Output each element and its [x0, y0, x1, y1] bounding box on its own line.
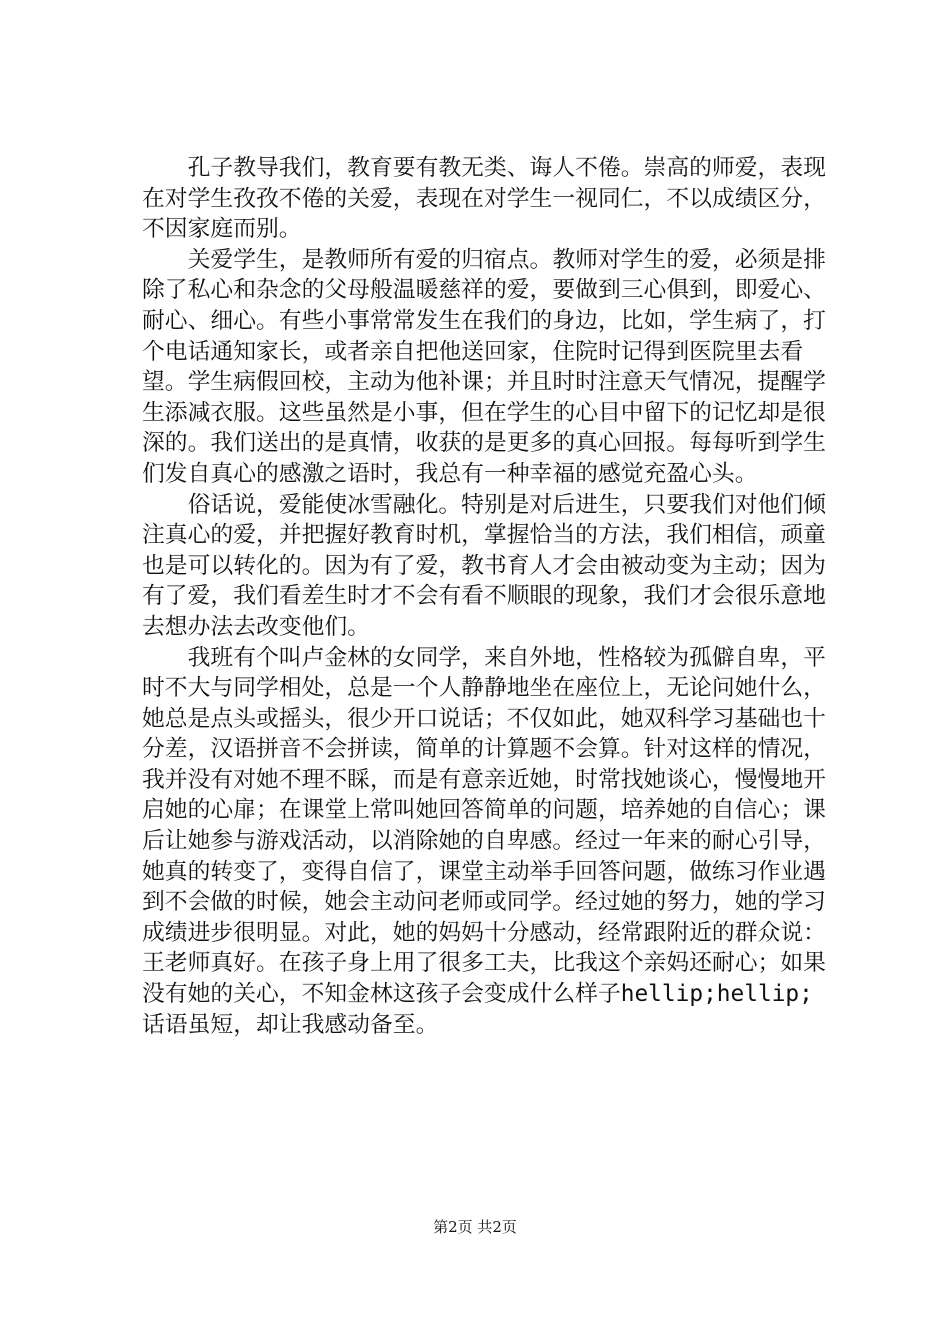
document-body [142, 153, 832, 1040]
page-number-footer: 第2页 共2页 [433, 1218, 517, 1236]
paragraph: 我班有个叫卢金林的女同学，来自外地，性格较为孤僻自卑，平时不大与同学相处，总是一个人静静地坐在座位上，无论问她什么，她总是点头或摇头，很少开口说话；不仅如此，她双科学习基础也十分差，汉语拼音不会拼读，简单的计算题不会算。针对这样的情况，我并没有对她不理不睬，而是有意亲近她，时常找她谈心，慢慢地开启她的心扉；在课堂上常叫她回答简单的问题，培养她的自信心；课后让她参与游戏活动，以消除她的自卑感。经过一年来的耐心引导，她真的转变了，变得自信了，课堂主动举手回答问题，做练习作业遇到不会做的时候，她会主动问老师或同学。经过她的努力，她的学习成绩进步很明显。对此，她的妈妈十分感动，经常跟附近的群众说：王老师真好。在孩子身上用了很多工夫，比我这个亲妈还耐心；如果没有她的关心，不知金林这孩子会变成什么样子hellip;hellip;话语虽短，却让我感动备至。 [142, 644, 826, 1038]
paragraph: 孔子教导我们，教育要有教无类、诲人不倦。崇高的师爱，表现在对学生孜孜不倦的关爱，表现在对学生一视同仁，不以成绩区分，不因家庭而别。 [142, 155, 826, 243]
paragraph: 关爱学生，是教师所有爱的归宿点。教师对学生的爱，必须是排除了私心和杂念的父母般温暖慈祥的爱，要做到三心俱到，即爱心、耐心、细心。有些小事常常发生在我们的身边，比如，学生病了，打个电话通知家长，或者亲自把他送回家，住院时记得到医院里去看望。学生病假回校，主动为他补课；并且时时注意天气情况，提醒学生添减衣服。这些虽然是小事，但在学生的心目中留下的记忆却是很深的。我们送出的是真情，收获的是更多的真心回报。每每听到学生们发自真心的感激之语时，我总有一种幸福的感觉充盈心头。 [142, 246, 826, 487]
paragraph: 俗话说，爱能使冰雪融化。特别是对后进生，只要我们对他们倾注真心的爱，并把握好教育时机，掌握恰当的方法，我们相信，顽童也是可以转化的。因为有了爱，教书育人才会由被动变为主动；因为有了爱，我们看差生时才不会有看不顺眼的现象，我们才会很乐意地去想办法去改变他们。 [142, 491, 826, 640]
